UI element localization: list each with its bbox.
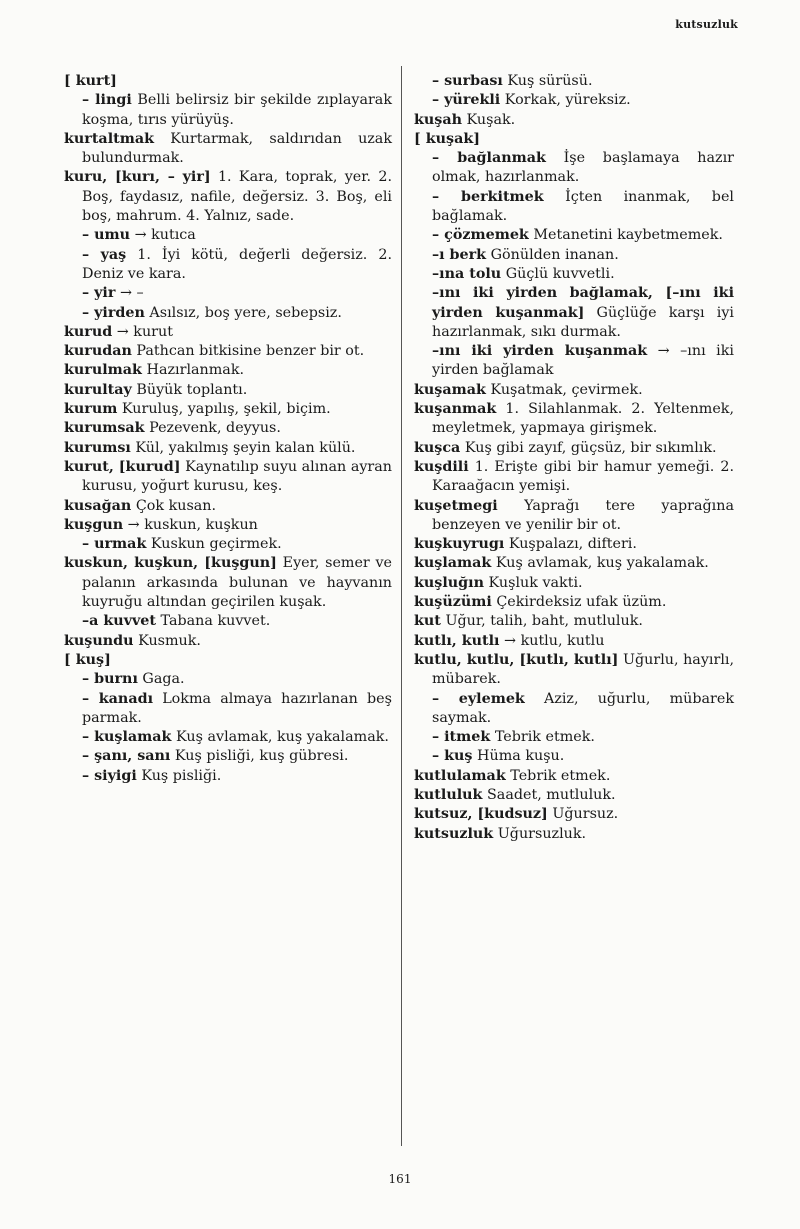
entry-headword: kutsuzluk <box>414 825 494 842</box>
entry-definition: Pathcan bitkisine benzer bir ot. <box>131 343 365 360</box>
entry-definition: Çok kusan. <box>131 497 217 514</box>
entry-headword: kusağan <box>64 497 132 514</box>
dictionary-entry <box>64 361 392 380</box>
entry-headword: [ kuş] <box>64 651 111 668</box>
entry-definition: Kuşak. <box>462 111 516 128</box>
dictionary-entry <box>64 381 392 400</box>
entry-headword: kuşetmegi <box>414 497 498 514</box>
entry-definition: İşe başlamaya hazır olmak, hazırlanmak. <box>432 150 734 186</box>
entry-definition: Korkak, yüreksiz. <box>500 92 631 109</box>
dictionary-entry <box>414 805 734 824</box>
dictionary-entry <box>64 342 392 361</box>
dictionary-entry <box>64 535 392 554</box>
dictionary-entry <box>64 304 392 323</box>
entry-headword: kutlulamak <box>414 767 506 784</box>
dictionary-entry <box>414 825 734 844</box>
dictionary-entry <box>64 130 392 169</box>
entry-headword: kurulmak <box>64 362 142 379</box>
entry-headword: kuşkuyrugı <box>414 536 505 553</box>
entry-headword: – şanı, sanı <box>82 748 171 765</box>
entry-headword: – itmek <box>432 729 491 746</box>
entry-headword: kuşca <box>414 439 461 456</box>
dictionary-entry <box>414 786 734 805</box>
entry-definition: → –ını iki yirden bağlamak <box>432 343 734 379</box>
running-head: kutsuzluk <box>675 18 738 31</box>
dictionary-entry <box>64 612 392 631</box>
page-number: 161 <box>388 1172 412 1186</box>
entry-headword: kutlu, kutlu, [kutlı, kutlı] <box>414 651 619 668</box>
entry-definition: Asılsız, boş yere, sebepsiz. <box>144 304 342 321</box>
entry-headword: – umu <box>82 227 131 244</box>
entry-definition: Kül, yakılmış şeyin kalan külü. <box>130 439 356 456</box>
entry-headword: – yir <box>82 285 116 302</box>
left-column <box>64 72 392 786</box>
entry-headword: –ını iki yirden bağlamak, [–ını iki yirden kuşanmak] <box>432 285 734 321</box>
entry-definition: Kuş gibi zayıf, güçsüz, bir sıkımlık. <box>460 439 717 456</box>
dictionary-entry <box>414 188 734 227</box>
right-column <box>414 72 734 844</box>
entry-headword: kuskun, kuşkun, [kuşgun] <box>64 555 277 572</box>
dictionary-entry <box>64 632 392 651</box>
dictionary-entry <box>414 535 734 554</box>
entry-headword: kutlı, kutlı <box>414 632 500 649</box>
dictionary-entry <box>414 612 734 631</box>
entry-headword: kurum <box>64 401 118 418</box>
dictionary-entry <box>64 554 392 612</box>
entry-definition: Eyer, semer ve palanın arkasında bulunan ve hayvanın kuyruğu altından geçirilen kuşak. <box>82 555 392 611</box>
entry-headword: kurultay <box>64 381 132 398</box>
entry-headword: kutluluk <box>414 786 483 803</box>
entry-definition: Kuskun geçirmek. <box>146 536 282 553</box>
entry-definition: Kuş avlamak, kuş yakalamak. <box>171 729 389 746</box>
dictionary-entry <box>64 767 392 786</box>
dictionary-entry <box>64 168 392 226</box>
dictionary-entry <box>414 632 734 651</box>
dictionary-entry <box>414 111 734 130</box>
entry-definition: 1. Kara, toprak, yer. 2. Boş, faydasız, nafile, değersiz. 3. Boş, eli boş, mahrum. 4. Yalnız, sade. <box>82 169 393 225</box>
entry-definition: Yaprağı tere yaprağına benzeyen ve yenilir bir ot. <box>432 497 734 533</box>
dictionary-entry <box>414 91 734 110</box>
dictionary-entry <box>64 690 392 729</box>
dictionary-entry <box>414 400 734 439</box>
dictionary-entry <box>64 728 392 747</box>
dictionary-entry <box>64 400 392 419</box>
entry-headword: –ı berk <box>432 246 487 263</box>
dictionary-entry <box>414 342 734 381</box>
dictionary-entry <box>414 246 734 265</box>
entry-definition: → kutıca <box>130 227 196 244</box>
entry-definition: Hazırlanmak. <box>141 362 245 379</box>
dictionary-entry <box>414 265 734 284</box>
entry-headword: – kuş <box>432 748 473 765</box>
entry-headword: – bağlanmak <box>432 150 546 167</box>
entry-headword: – yaş <box>82 246 127 263</box>
entry-definition: Gönülden inanan. <box>486 246 619 263</box>
entry-headword: kurut, [kurud] <box>64 458 181 475</box>
entry-definition: Güçlü kuvvetli. <box>501 265 615 282</box>
entry-definition: Kuş pisliği, kuş gübresi. <box>170 748 349 765</box>
dictionary-entry <box>64 91 392 130</box>
entry-definition: Gaga. <box>137 671 185 688</box>
dictionary-entry <box>414 497 734 536</box>
entry-definition: 1. Silahlanmak. 2. Yeltenmek, meyletmek, yapmaya girişmek. <box>432 401 734 437</box>
dictionary-entry <box>414 130 734 149</box>
entry-headword: – yürekli <box>432 92 501 109</box>
entry-definition: Kuş pisliği. <box>136 767 222 784</box>
dictionary-entry <box>414 690 734 729</box>
entry-headword: – kanadı <box>82 690 154 707</box>
entry-definition: Kuşpalazı, difteri. <box>504 536 637 553</box>
entry-definition: Metanetini kaybetmemek. <box>528 227 723 244</box>
dictionary-entry <box>64 516 392 535</box>
entry-headword: kuşgun <box>64 516 124 533</box>
entry-definition: İçten inanmak, bel bağlamak. <box>432 188 734 225</box>
entry-definition: → kutlu, kutlu <box>499 632 605 649</box>
entry-definition: Tebrik etmek. <box>505 767 611 784</box>
dictionary-entry <box>64 284 392 303</box>
entry-definition: → kuskun, kuşkun <box>123 516 258 533</box>
entry-headword: kurumsı <box>64 439 131 456</box>
entry-headword: – eylemek <box>432 690 525 707</box>
dictionary-entry <box>414 593 734 612</box>
entry-definition: Tebrik etmek. <box>490 729 595 746</box>
dictionary-entry <box>414 651 734 690</box>
dictionary-entry <box>64 747 392 766</box>
dictionary-entry <box>64 670 392 689</box>
dictionary-entry <box>64 458 392 497</box>
entry-definition: → kurut <box>112 323 173 340</box>
dictionary-entry <box>64 439 392 458</box>
dictionary-entry <box>414 574 734 593</box>
entry-headword: – berkitmek <box>432 188 544 205</box>
entry-definition: Uğursuzluk. <box>493 825 587 842</box>
entry-headword: kuşamak <box>414 381 486 398</box>
entry-definition: Tabana kuvvet. <box>156 613 271 630</box>
entry-definition: Güçlüğe karşı iyi hazırlanmak, sıkı durmak. <box>432 304 734 340</box>
entry-headword: kurudan <box>64 343 132 360</box>
entry-definition: Uğurlu, hayırlı, mübarek. <box>432 651 735 688</box>
dictionary-entry <box>64 246 392 285</box>
column-divider <box>401 66 402 1146</box>
entry-definition: Kurtarmak, saldırıdan uzak bulundurmak. <box>82 130 392 167</box>
dictionary-entry <box>414 439 734 458</box>
entry-headword: kuşdili <box>414 458 469 475</box>
dictionary-entry <box>414 72 734 91</box>
entry-headword: kuşluğın <box>414 574 484 591</box>
entry-headword: – urmak <box>82 536 147 553</box>
entry-definition: Belli belirsiz bir şekilde zıplayarak koşma, tırıs yürüyüş. <box>82 92 392 128</box>
dictionary-entry <box>64 72 392 91</box>
entry-headword: kurtaltmak <box>64 130 155 147</box>
dictionary-entry <box>414 381 734 400</box>
entry-definition: Aziz, uğurlu, mübarek saymak. <box>432 690 734 726</box>
entry-definition: Uğur, talih, baht, mutluluk. <box>440 613 643 630</box>
dictionary-entry <box>414 554 734 573</box>
entry-headword: kurumsak <box>64 420 145 437</box>
entry-headword: – siyigi <box>82 767 137 784</box>
entry-headword: kuru, [kurı, – yir] <box>64 169 211 186</box>
entry-definition: Büyük toplantı. <box>131 381 248 398</box>
entry-definition: Çekirdeksiz ufak üzüm. <box>491 594 667 611</box>
entry-definition: Lokma almaya hazırlanan beş parmak. <box>82 690 392 726</box>
dictionary-entry <box>414 728 734 747</box>
entry-headword: – burnı <box>82 671 138 688</box>
dictionary-entry <box>414 767 734 786</box>
entry-definition: Kuruluş, yapılış, şekil, biçim. <box>117 401 331 418</box>
entry-definition: 1. İyi kötü, değerli değersiz. 2. Deniz ve kara. <box>82 246 392 282</box>
entry-definition: Kaynatılıp suyu alınan ayran kurusu, yoğurt kurusu, keş. <box>82 458 392 495</box>
entry-definition: Uğursuz. <box>547 806 619 823</box>
entry-definition: Hüma kuşu. <box>472 748 565 765</box>
dictionary-entry <box>64 419 392 438</box>
entry-definition: → – <box>115 285 144 302</box>
entry-headword: kuşlamak <box>414 555 492 572</box>
entry-definition: Kuşluk vakti. <box>484 574 583 591</box>
entry-headword: kutsuz, [kudsuz] <box>414 806 548 823</box>
entry-headword: –a kuvvet <box>82 613 157 630</box>
entry-definition: Pezevenk, deyyus. <box>144 420 281 437</box>
entry-definition: Kuş avlamak, kuş yakalamak. <box>491 555 709 572</box>
dictionary-entry <box>414 458 734 497</box>
entry-definition: Kuşatmak, çevirmek. <box>485 381 643 398</box>
entry-definition: Kuş sürüsü. <box>502 73 593 89</box>
dictionary-entry <box>414 226 734 245</box>
entry-headword: [ kurt] <box>64 73 117 89</box>
entry-headword: – lingi <box>82 92 132 109</box>
dictionary-entry <box>64 497 392 516</box>
entry-headword: – çözmemek <box>432 227 529 244</box>
dictionary-entry <box>414 149 734 188</box>
entry-definition: Saadet, mutluluk. <box>482 786 616 803</box>
entry-headword: [ kuşak] <box>414 130 481 147</box>
entry-headword: – yirden <box>82 304 145 321</box>
dictionary-entry <box>414 747 734 766</box>
entry-headword: kuşundu <box>64 632 134 649</box>
entry-definition: 1. Erişte gibi bir hamur yemeği. 2. Karaağacın yemişi. <box>432 458 734 495</box>
entry-headword: –ına tolu <box>432 265 502 282</box>
dictionary-entry <box>64 226 392 245</box>
entry-headword: kurud <box>64 323 113 340</box>
entry-headword: kut <box>414 613 441 630</box>
entry-headword: – surbası <box>432 73 503 89</box>
dictionary-entry <box>64 651 392 670</box>
dictionary-entry <box>414 284 734 342</box>
entry-headword: kuşanmak <box>414 401 497 418</box>
entry-headword: – kuşlamak <box>82 729 172 746</box>
dictionary-entry <box>64 323 392 342</box>
entry-headword: –ını iki yirden kuşanmak <box>432 343 648 360</box>
entry-headword: kuşah <box>414 111 463 128</box>
entry-headword: kuşüzümi <box>414 594 492 611</box>
entry-definition: Kusmuk. <box>133 632 201 649</box>
